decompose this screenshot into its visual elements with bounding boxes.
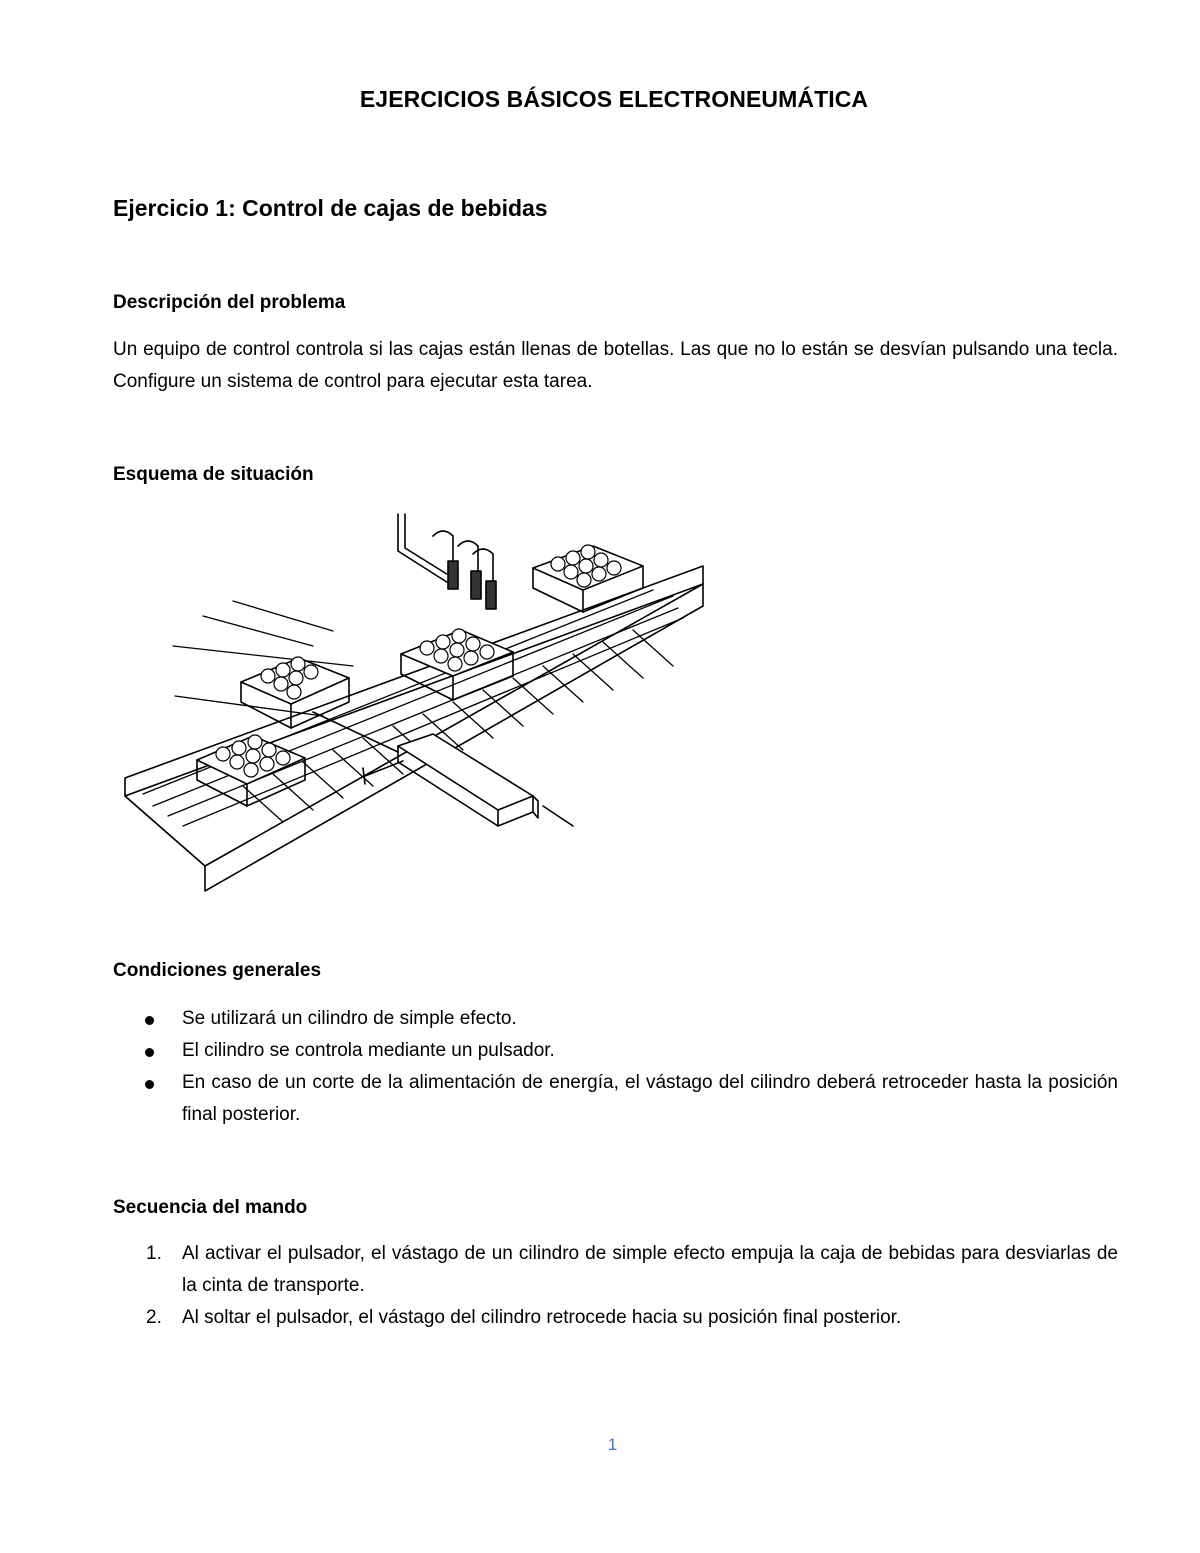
sequence-heading: Secuencia del mando — [113, 1197, 308, 1218]
list-item: El cilindro se controla mediante un pulsador. — [113, 1035, 1118, 1067]
main-conveyor-rails — [125, 566, 703, 891]
conditions-list — [113, 1003, 1118, 1131]
list-item: 2. Al soltar el pulsador, el vástago del cilindro retrocede hacia su posición final posterior. — [146, 1307, 902, 1328]
list-item: 1. Al activar el pulsador, el vástago de un cilindro de simple efecto empuja la caja de bebidas para desviarlas de la cinta de transporte. — [146, 1243, 1118, 1296]
branch-conveyor — [173, 601, 353, 716]
document-title: EJERCICIOS BÁSICOS ELECTRONEUMÁTICA — [359, 86, 869, 112]
description-text: Un equipo de control controla si las cajas están llenas de botellas. Las que no lo están se desvían pulsando una tecla. Configure un sistema de control para ejecutar esta tarea. — [113, 339, 1118, 392]
list-item: Se utilizará un cilindro de simple efecto. — [113, 1003, 1118, 1035]
pneumatic-cylinder — [313, 712, 573, 826]
exercise-title: Ejercicio 1: Control de cajas de bebidas — [113, 195, 548, 221]
list-item: En caso de un corte de la alimentación de energía, el vástago del cilindro deberá retroceder hasta la posición final posterior. — [113, 1067, 1118, 1131]
scheme-heading: Esquema de situación — [113, 464, 314, 485]
sequence-list — [113, 1238, 1118, 1334]
sensor-post — [398, 514, 496, 609]
conveyor-rollers — [143, 590, 683, 826]
conditions-heading: Condiciones generales — [113, 960, 322, 981]
bullet-icon — [145, 1048, 154, 1057]
bullet-icon — [145, 1016, 154, 1025]
conveyor-pusher-illustration — [113, 506, 713, 896]
bullet-icon — [145, 1080, 154, 1089]
page-number: 1 — [607, 1435, 618, 1454]
description-heading: Descripción del problema — [113, 292, 346, 313]
